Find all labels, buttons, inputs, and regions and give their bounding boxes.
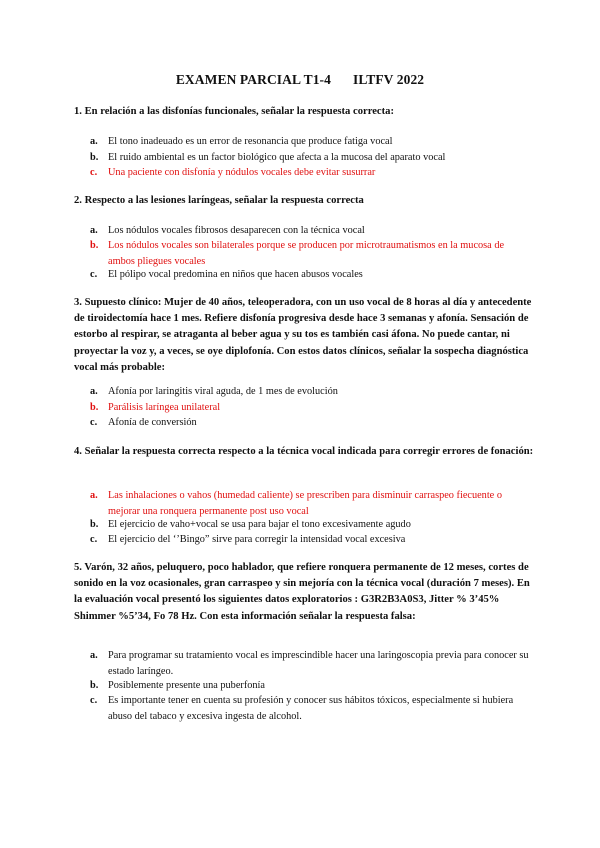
question-5-option-b [90,678,530,694]
option-marker: b. [90,402,99,413]
question-1-option-b [90,150,530,166]
question-4-option-b [90,517,530,533]
question-3: 3. Supuesto clínico: Mujer de 40 años, teleoperadora, con un uso vocal de 8 horas al día y antecedente de tiroidectomía hace 1 mes. Refiere disfonía progresiva desde hace 3 semanas y afonía. Sensación de estorbo al respirar, se atraganta al beber agua y su tos es también casi áfona. No puede cantar, ni proyectar la voz y, a veces, se oye diplofonía. Con estos datos clínicos, señalar la sospecha diagnóstica vocal más probable: [74,297,532,373]
question-2-option-b [90,238,530,269]
question-5: 5. Varón, 32 años, peluquero, poco hablador, que refiere ronquera permanente de 12 meses, cortes de sonido en la voz ocasionales, gran carraspeo y sin mejoría con la técnica vocal (duración 7 meses). En la evaluación vocal presentó los siguientes datos exploratorios : G3R2B3A0S3, Jitter % 3’45% Shimmer %5’34, Fo 78 Hz. Con esta información señalar la respuesta falsa: [74,562,530,622]
option-marker: c. [90,695,98,706]
option-text: Para programar su tratamiento vocal es imprescindible hacer una laringoscopia previa para conocer su estado laríngeo. [108,650,529,677]
option-marker: b. [90,680,99,691]
question-4-option-c [90,532,530,548]
option-marker: a. [90,386,98,397]
question-3-option-a [90,384,530,400]
question-4-option-a [90,488,530,519]
option-text: Es importante tener en cuenta su profesión y conocer sus hábitos tóxicos, especialmente si hubiera abuso del tabaco y excesiva ingesta de alcohol. [108,695,514,722]
option-marker: b. [90,240,99,251]
question-4: 4. Señalar la respuesta correcta respecto a la técnica vocal indicada para corregir errores de fonación: [74,446,534,457]
option-marker: b. [90,152,99,163]
option-text: Las inhalaciones o vahos (humedad caliente) se prescriben para disminuir carraspeo fiecuente o mejorar una ronquera permanente post uso vocal [108,490,502,517]
question-1: 1. En relación a las disfonías funcionales, señalar la respuesta correcta: [74,106,394,117]
question-5-option-c [90,693,530,724]
question-3-option-b [90,400,530,416]
exam-title [0,72,600,88]
option-text: El pólipo vocal predomina en niños que hacen abusos vocales [108,269,363,280]
option-marker: c. [90,269,98,280]
option-text: El tono inadeuado es un error de resonancia que produce fatiga vocal [108,136,393,147]
exam-title-course: ILTFV 2022 [353,72,425,87]
option-text: Una paciente con disfonía y nódulos vocales debe evitar susurrar [108,167,376,178]
question-2: 2. Respecto a las lesiones laríngeas, señalar la respuesta correcta [74,195,364,206]
question-1-option-c [90,165,530,181]
option-text: Los nódulos vocales son bilaterales porque se producen por microtraumatismos en la mucosa de ambos pliegues vocales [108,240,505,267]
option-marker: a. [90,136,98,147]
option-text: Afonía por laringitis viral aguda, de 1 mes de evolución [108,386,338,397]
question-3-option-c [90,415,530,431]
option-marker: c. [90,167,98,178]
question-1-option-a [90,134,530,150]
option-text: El ruido ambiental es un factor biológico que afecta a la mucosa del aparato vocal [108,152,446,163]
option-marker: c. [90,417,98,428]
option-text: Parálisis laríngea unilateral [108,402,221,413]
option-marker: a. [90,225,98,236]
question-5-option-a [90,648,530,679]
option-marker: a. [90,650,98,661]
exam-title-main: EXAMEN PARCIAL T1-4 [175,72,331,87]
option-text: Afonía de conversión [108,417,197,428]
option-marker: a. [90,490,98,501]
option-text: El ejercicio de vaho+vocal se usa para bajar el tono excesivamente agudo [108,519,411,530]
option-marker: c. [90,534,98,545]
option-text: El ejercicio del ‘’Bingo” sirve para corregir la intensidad vocal excesiva [108,534,406,545]
question-2-option-a [90,223,530,239]
question-2-option-c [90,267,530,283]
option-marker: b. [90,519,99,530]
option-text: Los nódulos vocales fibrosos desaparecen con la técnica vocal [108,225,365,236]
option-text: Posiblemente presente una puberfonía [108,680,265,691]
